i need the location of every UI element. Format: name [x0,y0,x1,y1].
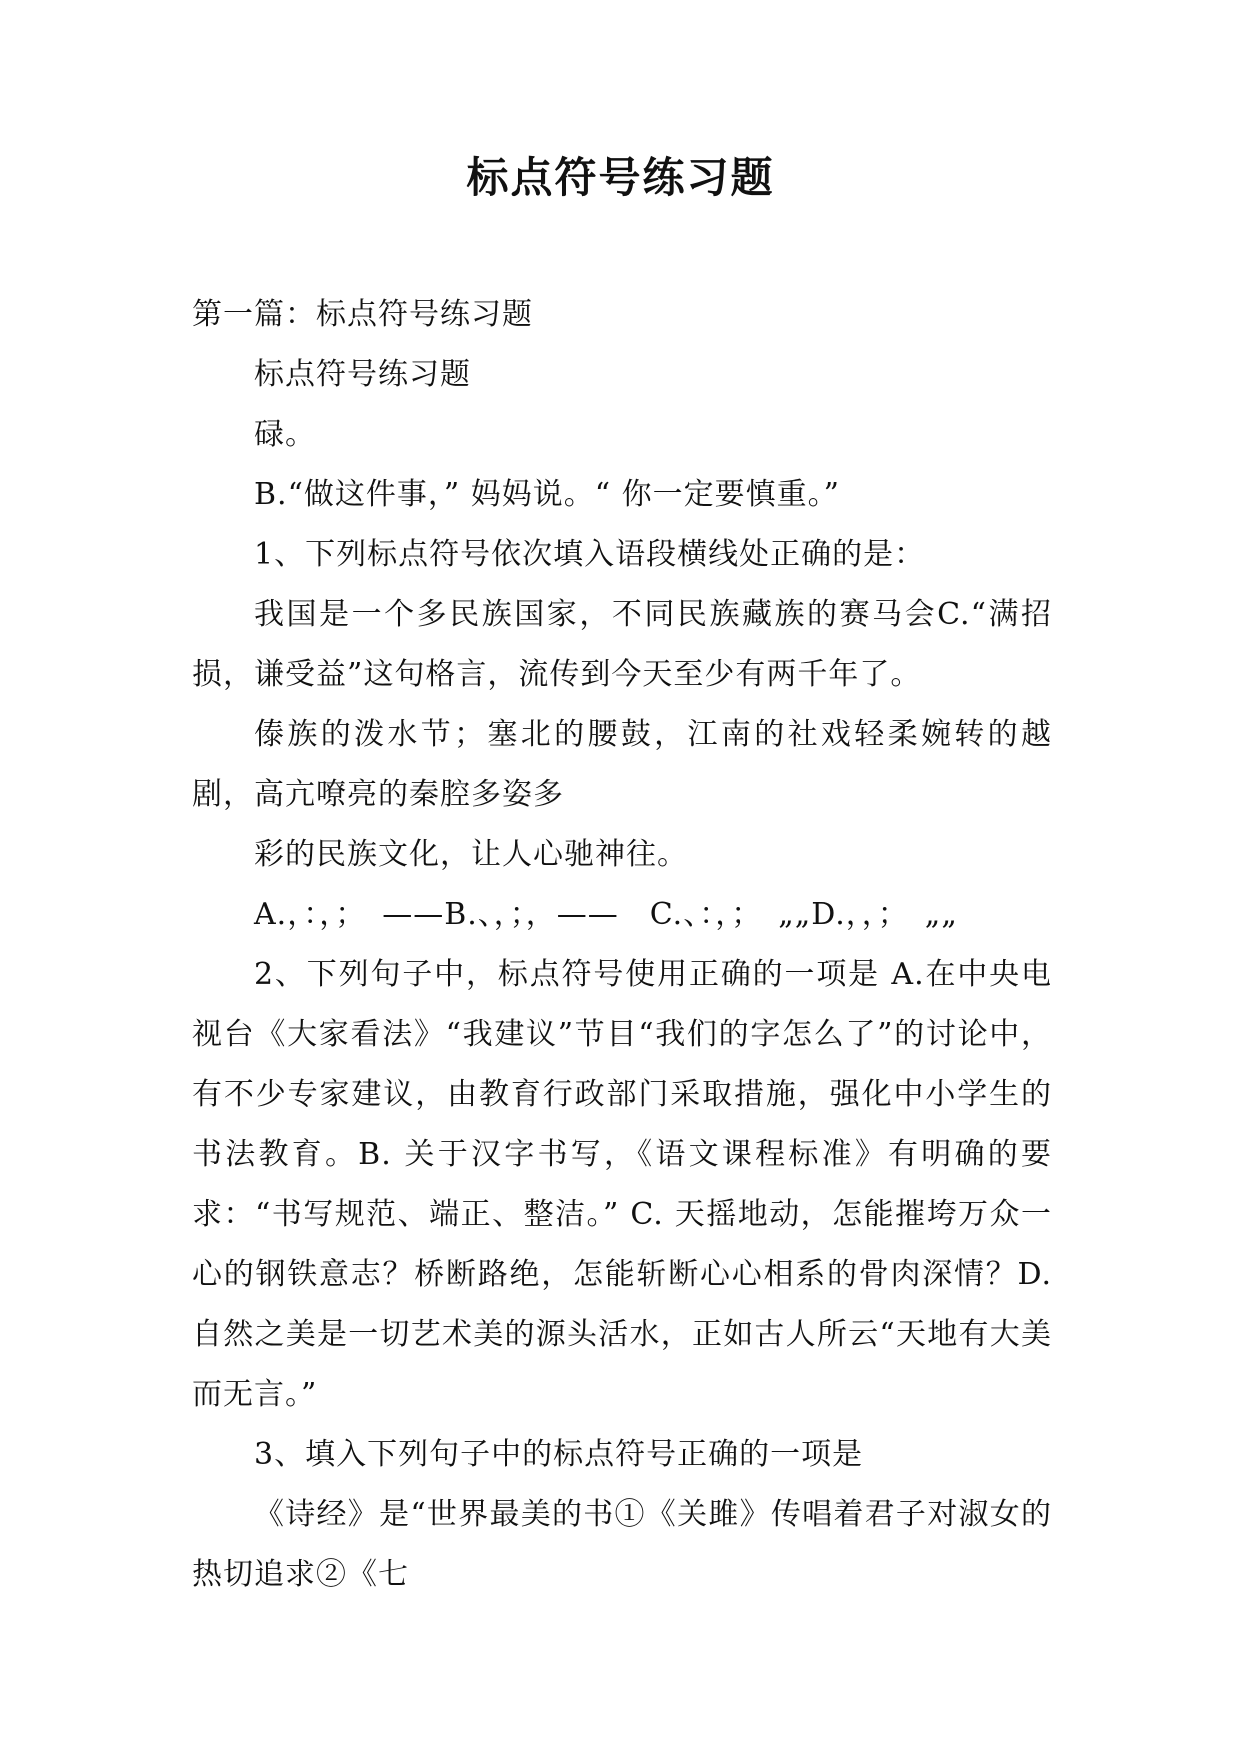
answer-options: A.，：，； ——B.、，；，—— C.、：，； „„D.，，； „„ [254,897,958,932]
question-3: 3、填入下列句子中的标点符号正确的一项是 [254,1437,864,1472]
paragraph: 傣族的泼水节；塞北的腰鼓，江南的社戏轻柔婉转的越剧，高亢嘹亮的秦腔多姿多 [192,717,1052,812]
paragraph: 彩的民族文化，让人心驰神往。 [254,837,688,872]
document-title: 标点符号练习题 [466,153,775,202]
paragraph: B.“做这件事，” 妈妈说。“ 你一定要慎重。” [254,477,841,512]
question-2: 2、下列句子中，标点符号使用正确的一项是 A.在中央电视台《大家看法》“我建议”节目“我们的字怎么了”的讨论中，有不少专家建议，由教育行政部门采取措施，强化中小学生的书法教育。B. 关于汉字书写，《语文课程标准》有明确的要求：“书写规范、端正、整洁。” C. 天摇地动，怎能摧垮万众一心的钢铁意志？桥断路绝，怎能斩断心心相系的骨肉深情？D. 自然之美是一切艺术美的源头活水，正如古人所云“天地有大美而无言。” [192,957,1052,1412]
question-1: 1、下列标点符号依次填入语段横线处正确的是： [254,537,926,572]
paragraph: 我国是一个多民族国家，不同民族藏族的赛马会C.“满招损，谦受益”这句格言，流传到今天至少有两千年了。 [192,597,1052,692]
paragraph: 《诗经》是“世界最美的书①《关雎》传唱着君子对淑女的热切追求②《七 [192,1497,1052,1592]
paragraph: 碌。 [254,417,316,452]
paragraph-section-heading: 第一篇：标点符号练习题 [192,297,533,332]
paragraph-subtitle: 标点符号练习题 [254,357,471,392]
document-body [192,285,1052,1605]
